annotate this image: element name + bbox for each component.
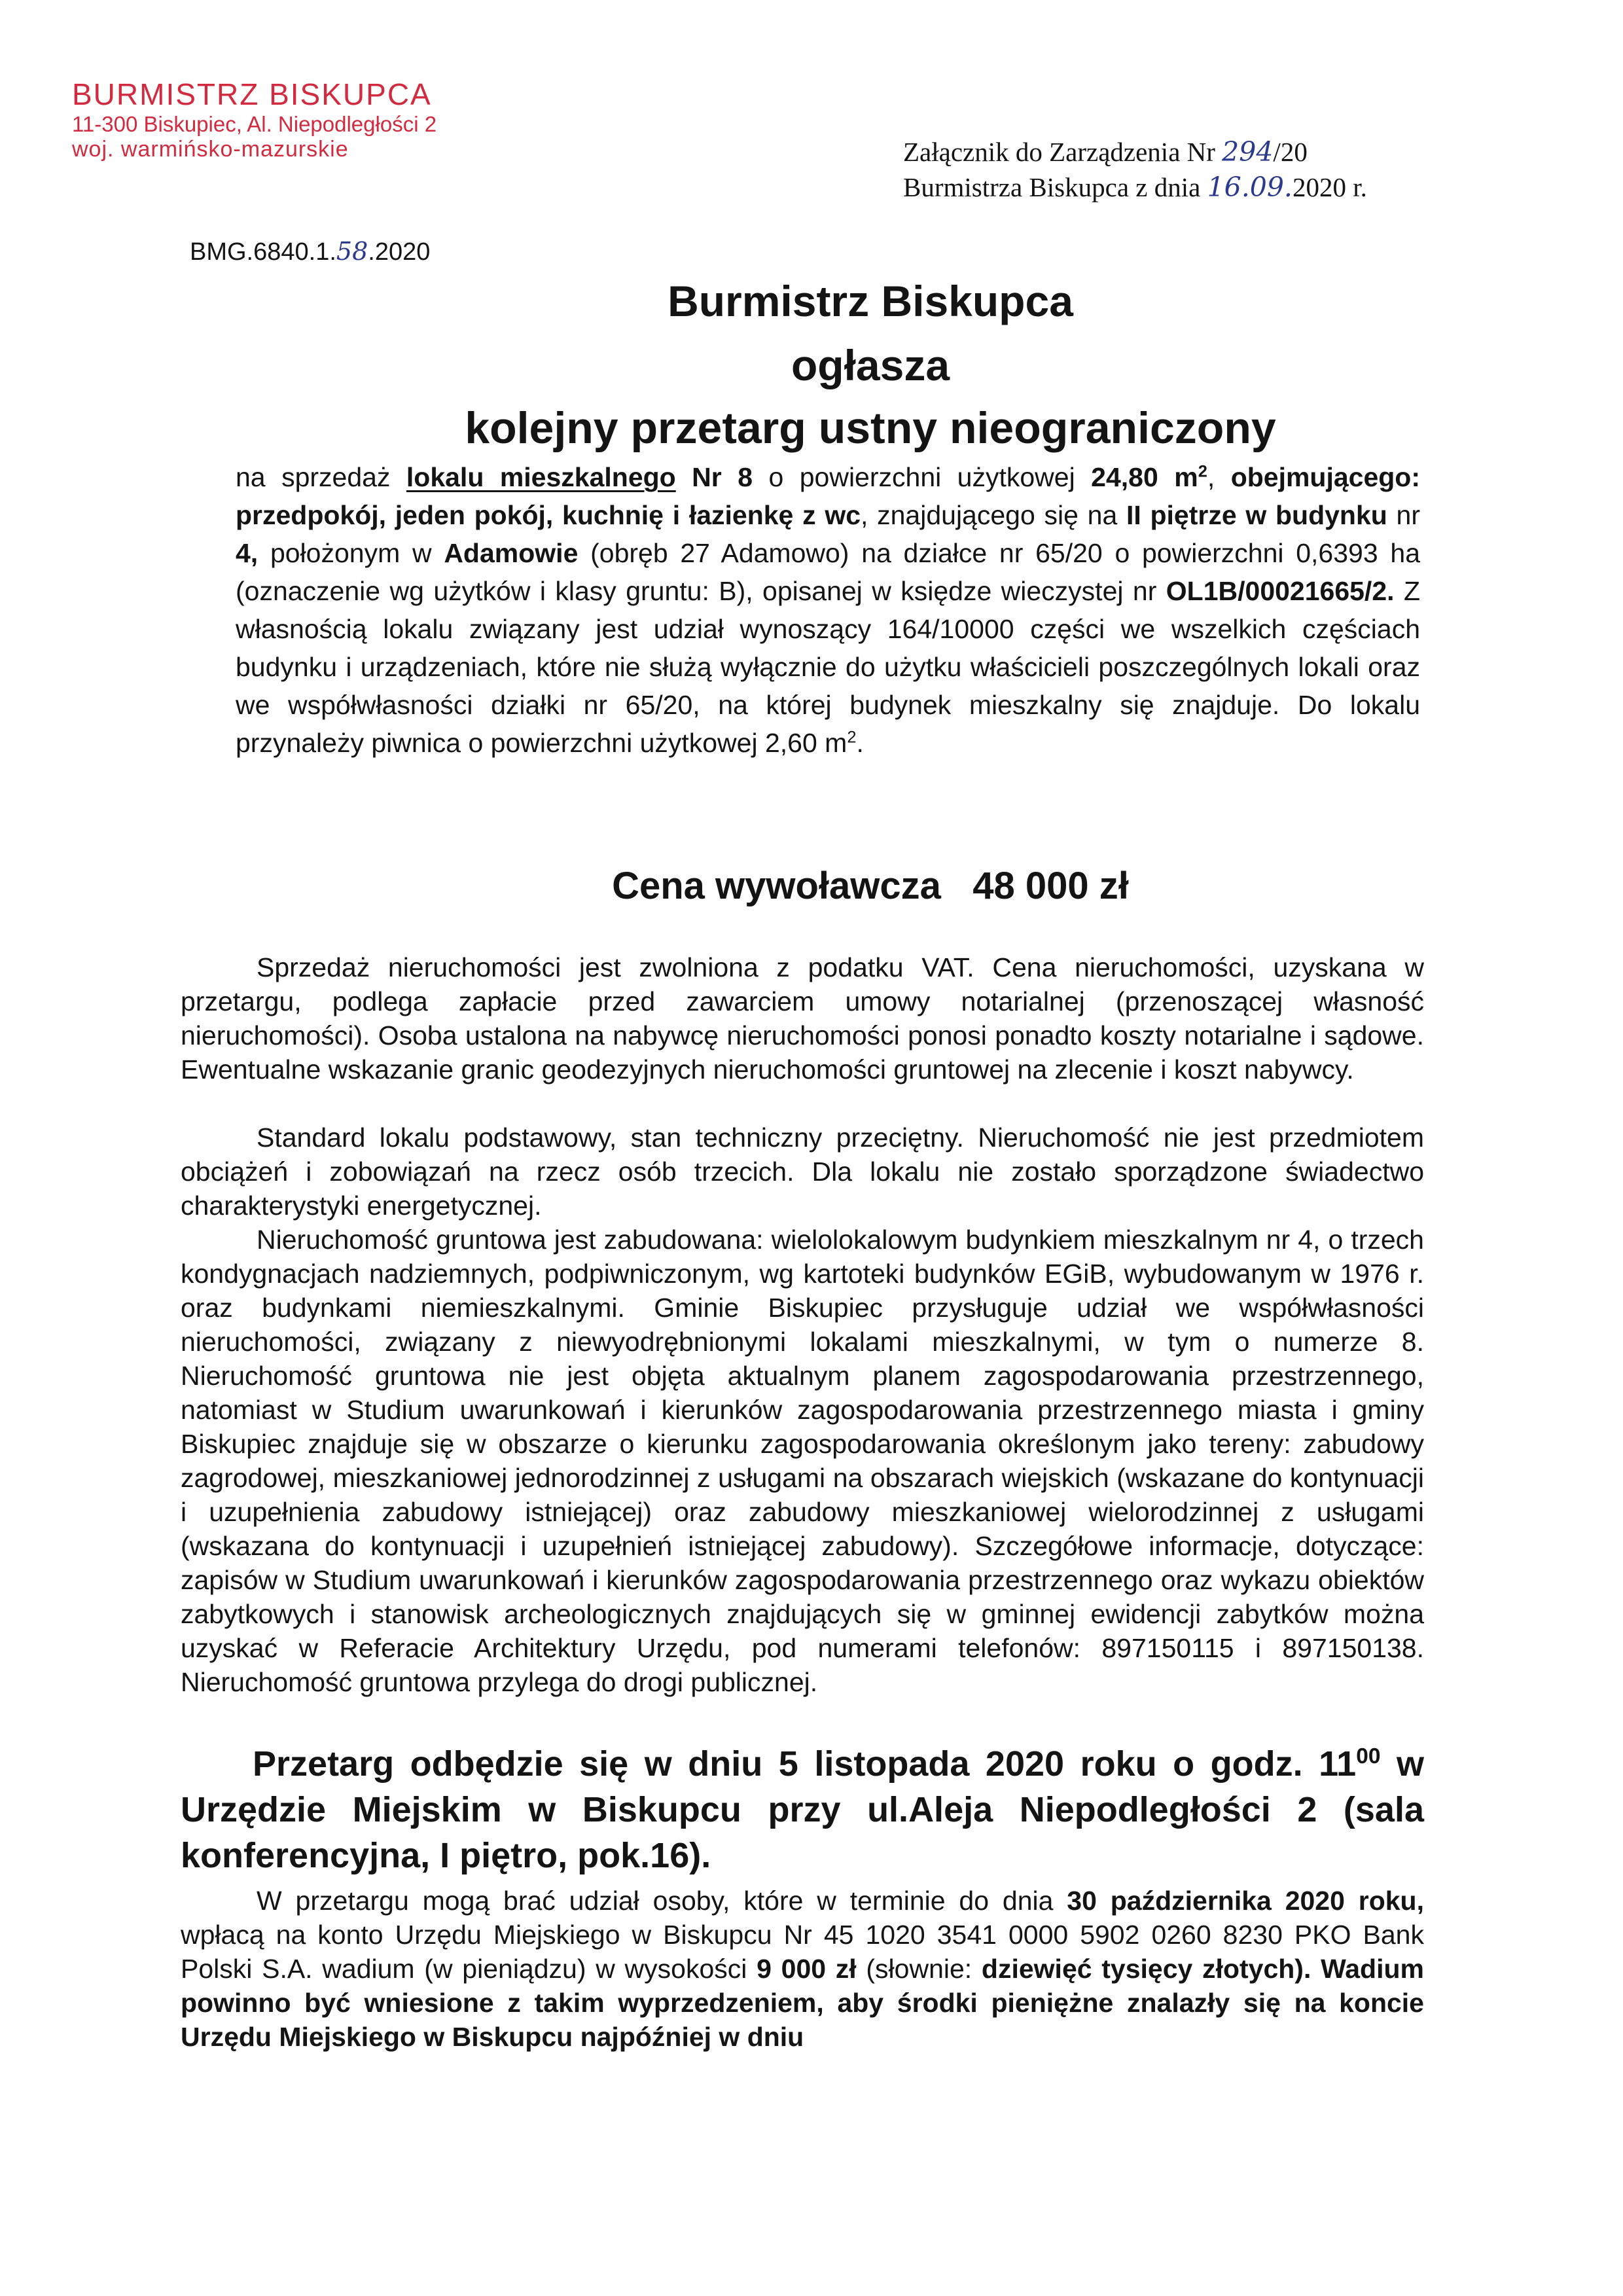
auction-date-text: Przetarg odbędzie się w dniu 5 listopada 2020 roku o godz. 11 [253, 1744, 1357, 1784]
intro-text-4: o powierzchni użytkowej [753, 462, 1092, 492]
intro-text-17: . [856, 728, 864, 758]
vat-paragraph [181, 950, 1424, 1086]
intro-text-14: (obręb 27 Adamowo) na działce nr 65/20 o powierzchni 0,6393 ha (oznaczenie wg użytków i klasy gruntu: B), opisanej w księdze wieczystej nr [236, 538, 1420, 606]
reference-prefix: BMG.6840.1. [190, 238, 336, 266]
intro-floor: II piętrze w budynku [1126, 500, 1387, 530]
heading-auction-type: kolejny przetarg ustny nieograniczony [465, 403, 1276, 453]
intro-cellar-sup: 2 [847, 728, 857, 747]
auction-time-sup: 00 [1356, 1744, 1381, 1768]
auction-date [181, 1741, 1424, 1878]
intro-number: Nr 8 [675, 462, 753, 492]
intro-locality: Adamowie [444, 538, 579, 568]
stamp-line-3: woj. warmińsko-mazurskie [72, 136, 349, 162]
intro-object: lokalu mieszkalnego [406, 462, 676, 492]
intro-text-10: nr [1387, 500, 1420, 530]
attachment-line-2 [903, 170, 1367, 205]
reference-number [190, 237, 430, 266]
attachment-line-1-suffix: /20 [1273, 137, 1308, 167]
intro-text-12: położonym w [258, 538, 444, 568]
intro-rooms: obejmującego: przedpokój, jeden pokój, kuchnię i łazienkę z wc [236, 462, 1421, 530]
deposit-paragraph [181, 1884, 1424, 2054]
intro-text-16: Z własnością lokalu związany jest udział wynoszący 164/10000 części we wszelkich częściach budynku i urządzeniach, które nie służą wyłącznie do użytku właścicieli poszczególnych lokali oraz we współwłasności działki nr 65/20, na której budynek mieszkalny się znajduje. Do lokalu przynależy piwnica o powierzchni użytkowej 2,60 m [236, 576, 1420, 758]
intro-area: 24,80 m [1091, 462, 1198, 492]
attachment-line-2-suffix: 2020 r. [1292, 172, 1367, 202]
stamp-line-2: 11-300 Biskupiec, Al. Niepodległości 2 [72, 111, 437, 136]
reference-suffix: .2020 [368, 238, 431, 266]
attachment-line-2-prefix: Burmistrza Biskupca z dnia [903, 172, 1207, 202]
attachment-note [903, 134, 1367, 205]
handwritten-order-number: 294 [1222, 136, 1274, 168]
starting-price [164, 864, 1577, 908]
standard-paragraph [181, 1121, 1424, 1223]
auction-place-text: w Urzędzie Miejskim w Biskupcu przy ul.Aleja Niepodległości 2 (sala konferencyjna, I piętro, pok.16). [181, 1744, 1424, 1875]
intro-area-sup: 2 [1198, 462, 1207, 481]
intro-land-register: OL1B/00021665/2. [1166, 576, 1395, 606]
vat-text: Sprzedaż nieruchomości jest zwolniona z podatku VAT. Cena nieruchomości, uzyskana w przetargu, podlega zapłacie przed zawarciem umowy notarialnej (przenoszącej własność nieruchomości). Osoba ustalona na nabywcę nieruchomości ponosi ponadto koszty notarialne i sądowe. Ewentualne wskazanie granic geodezyjnych nieruchomości gruntowej na zlecenie i koszt nabywcy. [181, 952, 1424, 1085]
deposit-text-3: wpłacą na konto Urzędu Miejskiego w Biskupcu Nr 45 1020 3541 0000 5902 0260 8230 PKO Bank Polski S.A. wadium (w pieniądzu) w wysokości [181, 1920, 1424, 1984]
office-stamp [72, 77, 437, 162]
land-paragraph [181, 1223, 1424, 1699]
deposit-deadline: 30 października 2020 roku, [1067, 1886, 1424, 1916]
deposit-words: dziewięć tysięcy złotych). Wadium powinno być wniesione z takim wyprzedzeniem, aby środki pieniężne znalazły się na koncie Urzędu Miejskiego w Biskupcu najpóźniej w dniu [181, 1954, 1424, 2052]
handwritten-reference: 58 [336, 237, 368, 266]
attachment-line-1 [903, 134, 1367, 170]
intro-building-number: 4, [236, 538, 259, 568]
deposit-amount: 9 000 zł [757, 1954, 857, 1984]
attachment-line-1-prefix: Załącznik do Zarządzenia Nr [903, 137, 1222, 167]
price-label: Cena wywoławcza [612, 865, 941, 907]
deposit-text-5: (słownie: [856, 1954, 982, 1984]
heading-authority: Burmistrz Biskupca [668, 277, 1073, 325]
standard-text: Standard lokalu podstawowy, stan techniczny przeciętny. Nieruchomość nie jest przedmiotem obciążeń i zobowiązań na rzecz osób trzecich. Dla lokalu nie zostało sporządzone świadectwo charakterystyki energetycznej. [181, 1122, 1424, 1221]
deposit-text-1: W przetargu mogą brać udział osoby, które w terminie do dnia [257, 1886, 1067, 1916]
property-description [236, 458, 1420, 762]
stamp-line-1: BURMISTRZ BISKUPCA [72, 77, 432, 111]
intro-text-8: , znajdującego się na [861, 500, 1126, 530]
handwritten-date: 16.09. [1207, 171, 1293, 203]
intro-text-6: , [1207, 462, 1231, 492]
price-value: 48 000 zł [972, 865, 1129, 907]
intro-text-1: na sprzedaż [236, 462, 406, 492]
heading-announces: ogłasza [791, 341, 950, 389]
land-text: Nieruchomość gruntowa jest zabudowana: wielolokalowym budynkiem mieszkalnym nr 4, o trzech kondygnacjach nadziemnych, podpiwniczonym, wg kartoteki budynków EGiB, wybudowanym w 1976 r. oraz budynkami niemieszkalnymi. Gminie Biskupiec przysługuje udział we współwłasności nieruchomości, związany z niewyodrębnionymi lokalami mieszkalnymi, w tym o numerze 8. Nieruchomość gruntowa nie jest objęta aktualnym planem zagospodarowania przestrzennego, natomiast w Studium uwarunkowań i kierunków zagospodarowania przestrzennego miasta i gminy Biskupiec znajduje się w obszarze o kierunku zagospodarowania określonym jako tereny: zabudowy zagrodowej, mieszkaniowej jednorodzinnej z usługami na obszarach wiejskich (wskazane do kontynuacji i uzupełnienia zabudowy istniejącej) oraz zabudowy mieszkaniowej wielorodzinnej z usługami (wskazana do kontynuacji i uzupełnień istniejącej zabudowy). Szczegółowe informacje, dotyczące: zapisów w Studium uwarunkowań i kierunków zagospodarowania przestrzennego oraz wykazu obiektów zabytkowych i stanowisk archeologicznych znajdujących się w gminnej ewidencji zabytków można uzyskać w Referacie Architektury Urzędu, pod numerami telefonów: 897150115 i 897150138. Nieruchomość gruntowa przylega do drogi publicznej. [181, 1225, 1424, 1697]
